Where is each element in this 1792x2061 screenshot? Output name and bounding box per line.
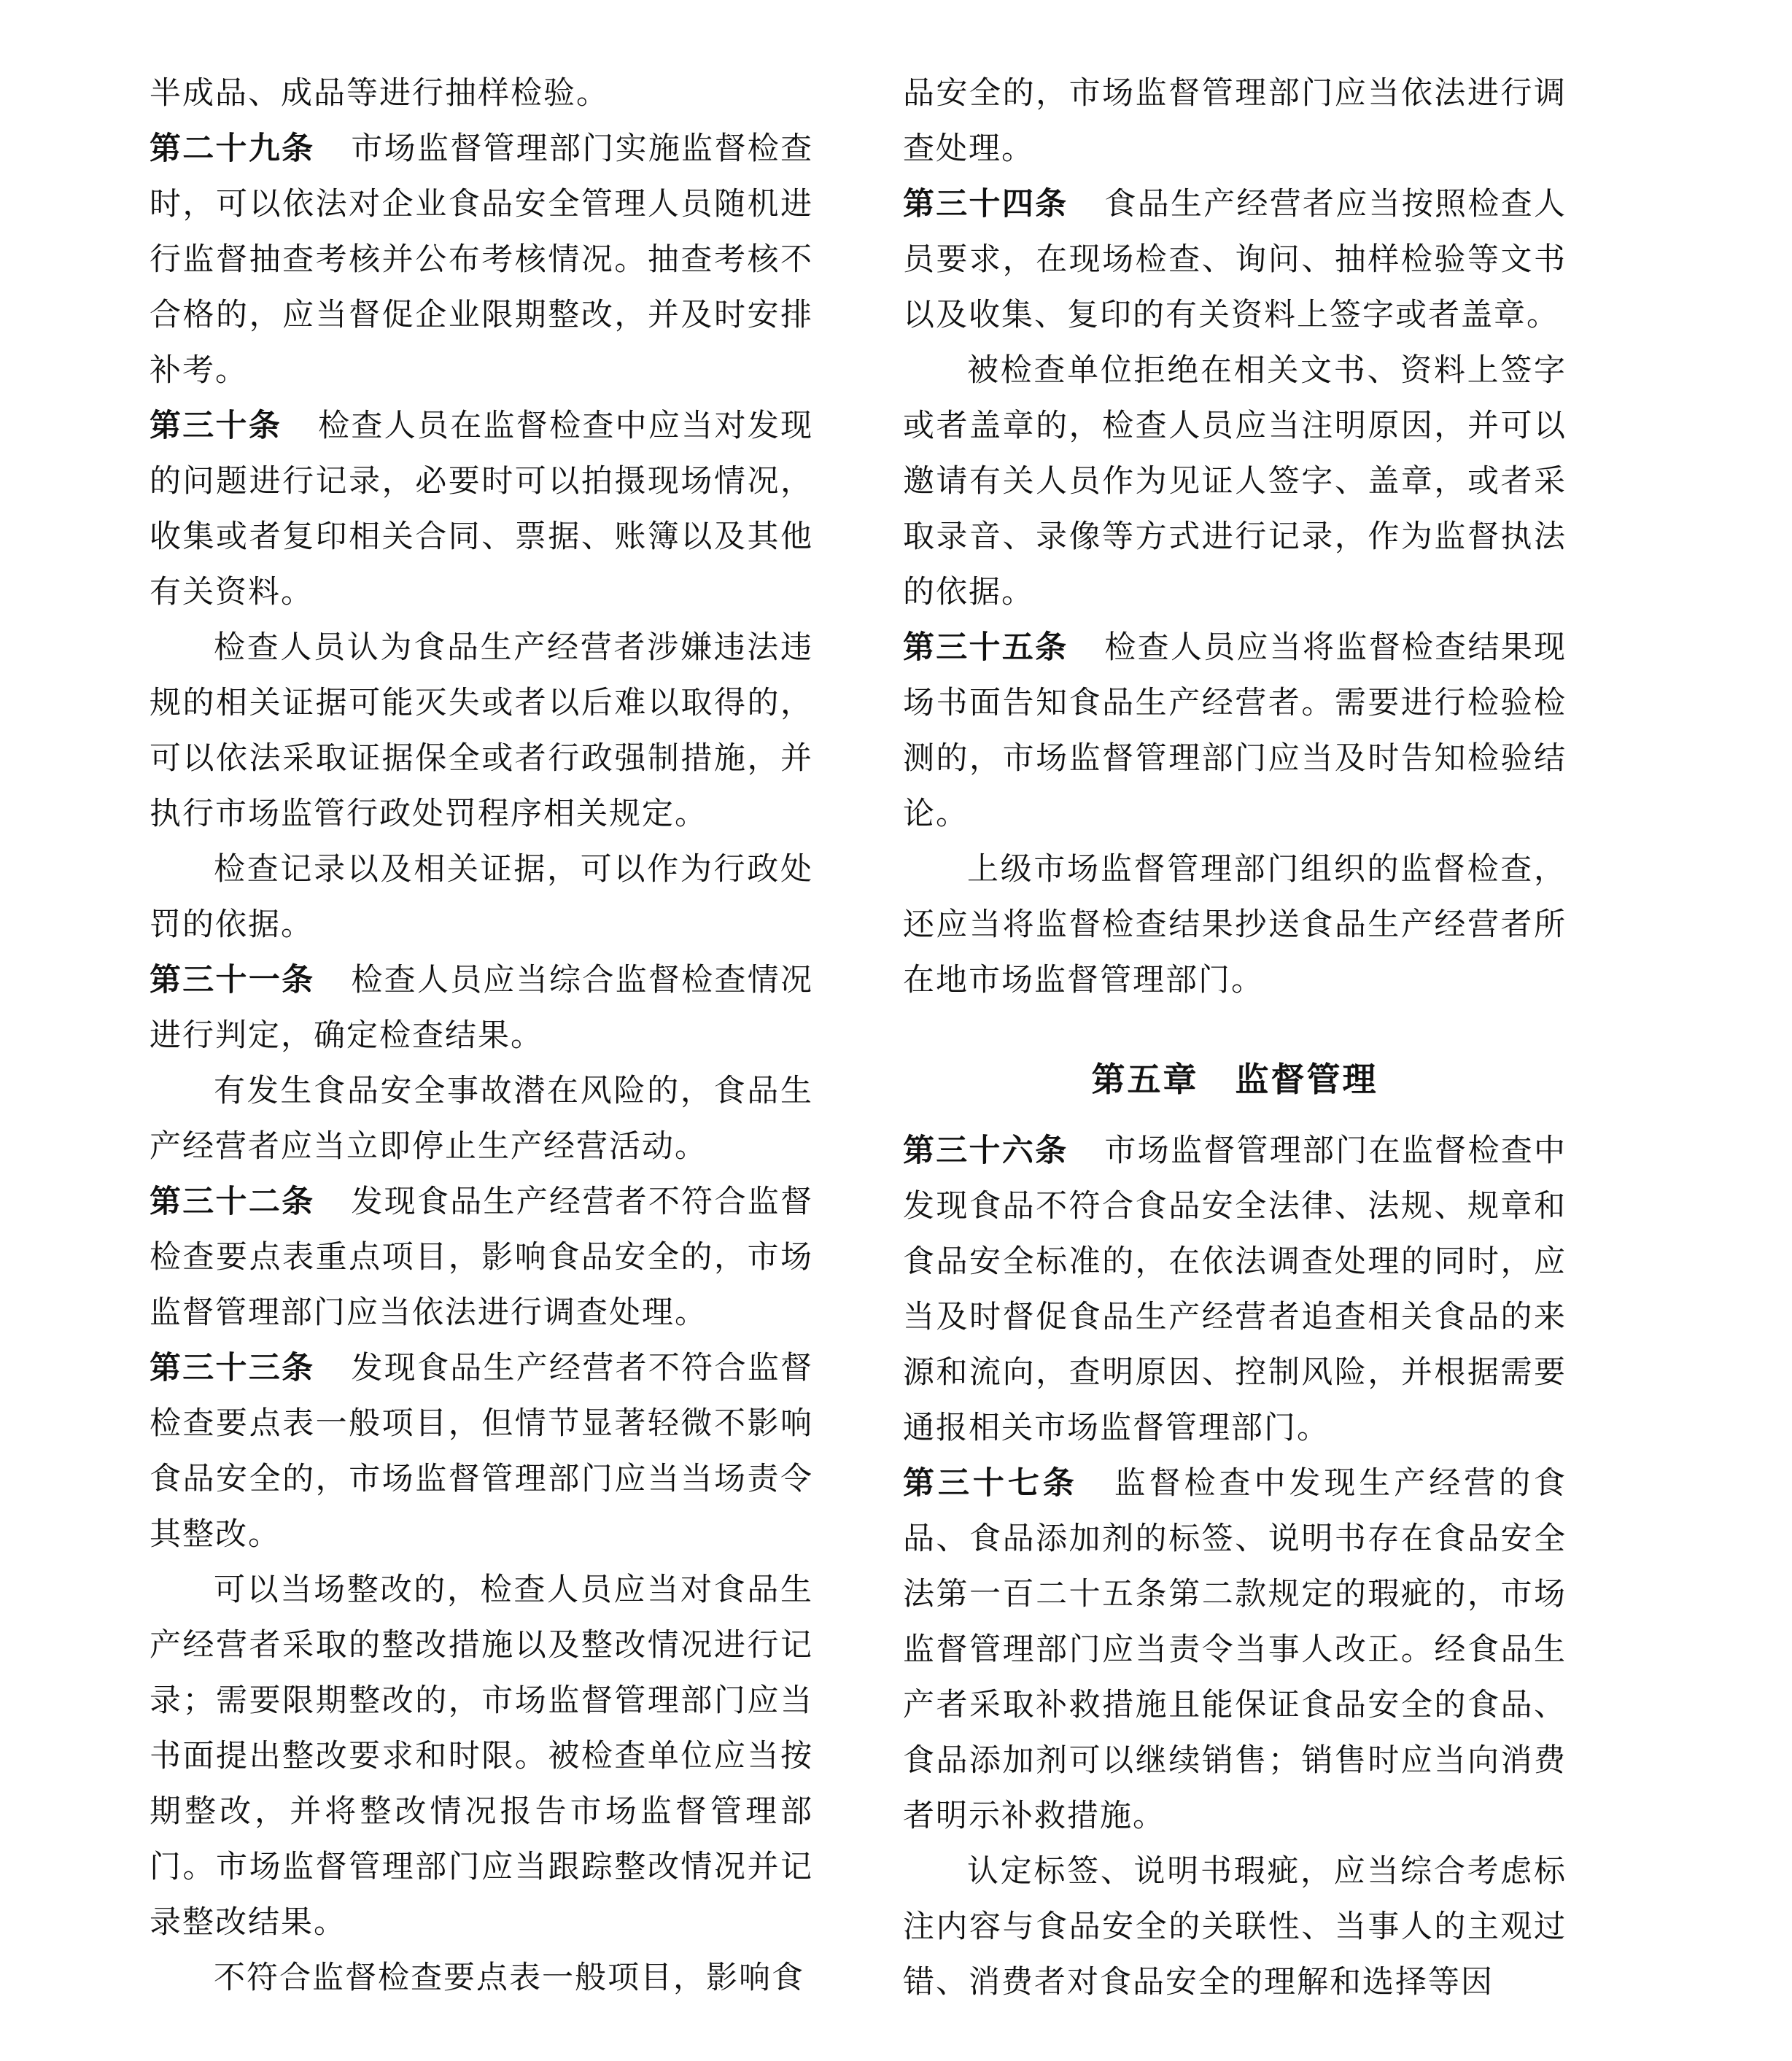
article-36 [903, 1123, 1567, 1456]
paragraph: 检查人员认为食品生产经营者涉嫌违法违规的相关证据可能灭失或者以后难以取得的，可以依法采取证据保全或者行政强制措施，并执行市场监管行政处罚程序相关规定。 [150, 629, 813, 832]
article-label: 第三十一条 [150, 962, 315, 998]
chapter-title: 监督管理 [1235, 1060, 1378, 1099]
article-text: 市场监督管理部门实施监督检查时，可以依法对企业食品安全管理人员随机进行监督抽查考核并公布考核情况。抽查考核不合格的，应当督促企业限期整改，并及时安排补考。 [150, 131, 814, 389]
paragraph: 上级市场监督管理部门组织的监督检查，还应当将监督检查结果抄送食品生产经营者所在地市场监督管理部门。 [903, 851, 1567, 998]
paragraph-continuation: 品安全的，市场监督管理部门应当依法进行调查处理。 [903, 75, 1567, 167]
article-30 [150, 398, 813, 620]
right-column [903, 66, 1567, 2010]
chapter-heading [903, 1052, 1567, 1107]
left-column [150, 66, 813, 2006]
paragraph: 可以当场整改的，检查人员应当对食品生产经营者采取的整改措施以及整改情况进行记录；需要限期整改的，市场监督管理部门应当书面提出整改要求和时限。被检查单位应当按期整改，并将整改情况报告市场监督管理部门。市场监督管理部门应当跟踪整改情况并记录整改结果。 [150, 1572, 813, 1941]
article-text: 食品生产经营者应当按照检查人员要求，在现场检查、询问、抽样检验等文书以及收集、复印的有关资料上签字或者盖章。 [903, 186, 1567, 333]
article-text: 市场监督管理部门在监督检查中发现食品不符合食品安全法律、法规、规章和食品安全标准的，在依法调查处理的同时，应当及时督促食品生产经营者追查相关食品的来源和流向，查明原因、控制风险，并根据需要通报相关市场监督管理部门。 [903, 1133, 1567, 1446]
article-33 [150, 1340, 813, 1562]
article-label: 第三十二条 [150, 1184, 315, 1220]
article-label: 第三十三条 [150, 1350, 315, 1386]
paragraph: 不符合监督检查要点表一般项目，影响食 [214, 1960, 804, 1996]
article-35 [903, 620, 1567, 842]
article-text: 检查人员在监督检查中应当对发现的问题进行记录，必要时可以拍摄现场情况，收集或者复印相关合同、票据、账簿以及其他有关资料。 [150, 408, 814, 610]
article-29 [150, 121, 813, 398]
article-text: 监督检查中发现生产经营的食品、食品添加剂的标签、说明书存在食品安全法第一百二十五条第二款规定的瑕疵的，市场监督管理部门应当责令当事人改正。经食品生产者采取补救措施且能保证食品安全的食品、食品添加剂可以继续销售；销售时应当向消费者明示补救措施。 [903, 1465, 1567, 1834]
article-text: 发现食品生产经营者不符合监督检查要点表一般项目，但情节显著轻微不影响食品安全的，市场监督管理部门应当当场责令其整改。 [150, 1350, 814, 1553]
article-text: 检查人员应当将监督检查结果现场书面告知食品生产经营者。需要进行检验检测的，市场监督管理部门应当及时告知检验结论。 [903, 629, 1567, 832]
article-label: 第三十四条 [903, 186, 1068, 222]
article-34 [903, 176, 1567, 343]
paragraph: 有发生食品安全事故潜在风险的，食品生产经营者应当立即停止生产经营活动。 [150, 1073, 813, 1165]
paragraph: 检查记录以及相关证据，可以作为行政处罚的依据。 [150, 851, 813, 943]
chapter-number: 第五章 [1091, 1060, 1199, 1099]
article-31 [150, 952, 813, 1063]
article-label: 第三十条 [150, 408, 282, 444]
article-label: 第二十九条 [150, 131, 315, 167]
article-37 [903, 1456, 1567, 1844]
paragraph-continuation: 半成品、成品等进行抽样检验。 [150, 75, 609, 112]
article-32 [150, 1174, 813, 1340]
article-label: 第三十六条 [903, 1133, 1068, 1169]
article-label: 第三十五条 [903, 629, 1068, 666]
article-text: 发现食品生产经营者不符合监督检查要点表重点项目，影响食品安全的，市场监督管理部门应当依法进行调查处理。 [150, 1184, 814, 1331]
paragraph: 被检查单位拒绝在相关文书、资料上签字或者盖章的，检查人员应当注明原因，并可以邀请有关人员作为见证人签字、盖章，或者采取录音、录像等方式进行记录，作为监督执法的依据。 [903, 352, 1567, 610]
article-text: 检查人员应当综合监督检查情况进行判定，确定检查结果。 [150, 962, 814, 1054]
paragraph: 认定标签、说明书瑕疵，应当综合考虑标注内容与食品安全的关联性、当事人的主观过错、消费者对食品安全的理解和选择等因 [903, 1853, 1567, 2000]
article-label: 第三十七条 [903, 1465, 1078, 1502]
